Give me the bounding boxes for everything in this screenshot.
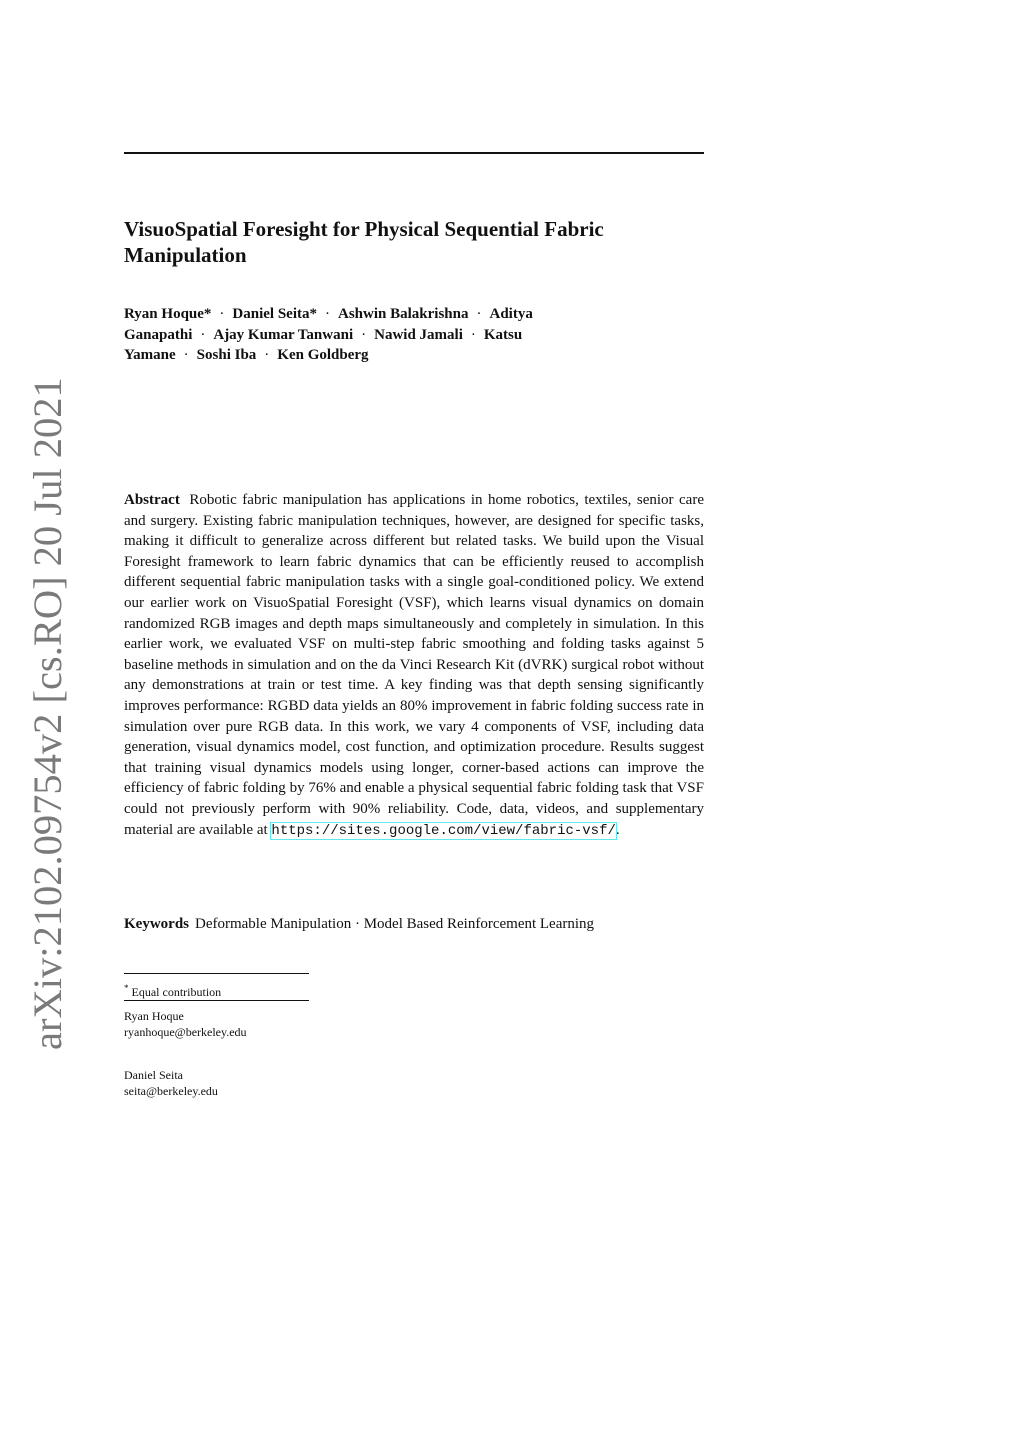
arxiv-watermark: arXiv:2102.09754v2 [cs.RO] 20 Jul 2021 — [25, 377, 70, 1050]
abstract-end: . — [615, 821, 620, 838]
top-rule — [124, 152, 704, 154]
abstract-label: Abstract — [124, 492, 180, 508]
abstract-text: Robotic fabric manipulation has applications in home robotics, textiles, senior care and surgery. Existing fabric manipulation techniques, however, are designed for specific tasks, making it difficult to generalize across different but related tasks. We build upon the Visual Foresight framework to learn fabric dynamics that can be efficiently reused to accomplish different sequential fabric manipulation tasks with a single goal-conditioned policy. We extend our earlier work on VisuoSpatial Foresight (VSF), which learns visual dynamics on domain randomized RGB images and depth maps simultaneously and completely in simulation. In this earlier work, we evaluated VSF on multi-step fabric smoothing and folding tasks against 5 baseline methods in simulation and on the da Vinci Research Kit (dVRK) surgical robot without any demonstrations at train or test time. A key finding was that depth sensing significantly improves performance: RGBD data yields an 80% improvement in fabric folding success rate in simulation over pure RGB data. In this work, we vary 4 components of VSF, including data generation, visual dynamics model, cost function, and optimization procedure. Results suggest that training visual dynamics models using longer, corner-based actions can improve the efficiency of fabric folding by 76% and enable a physical sequential fabric folding task that VSF could not previously perform with 90% reliability. Code, data, videos, and supplementary material are available at — [124, 492, 704, 838]
contact-email[interactable]: seita@berkeley.edu — [124, 1084, 218, 1098]
author: Ken Goldberg — [277, 347, 369, 364]
keywords-text: Deformable Manipulation · Model Based Reinforcement Learning — [195, 916, 595, 932]
contact-block — [124, 1008, 247, 1040]
keywords — [124, 914, 704, 934]
contact-name: Daniel Seita — [124, 1068, 183, 1082]
author-separator: · — [476, 306, 482, 322]
author: Katsu Yamane — [124, 326, 523, 364]
abstract — [124, 490, 704, 841]
author-separator: · — [361, 326, 367, 343]
author: Daniel Seita* — [232, 306, 318, 322]
footnote-text: Equal contribution — [131, 985, 222, 999]
author: Ryan Hoque* — [124, 306, 212, 322]
author-separator: · — [183, 347, 189, 364]
author: Nawid Jamali — [374, 326, 463, 343]
author-separator: · — [264, 347, 270, 364]
author-separator: · — [470, 326, 476, 343]
contact-email[interactable]: ryanhoque@berkeley.edu — [124, 1025, 247, 1039]
footnote-rule — [124, 1000, 309, 1001]
author: Aditya Ganapathi — [124, 306, 533, 343]
author-separator: · — [200, 326, 206, 343]
keywords-label: Keywords — [124, 916, 189, 932]
author-separator: · — [219, 306, 225, 322]
footnote-marker: * — [124, 983, 129, 993]
contact-block — [124, 1067, 218, 1099]
paper-title: VisuoSpatial Foresight for Physical Sequential Fabric Manipulation — [124, 217, 604, 267]
author: Ajay Kumar Tanwani — [213, 326, 354, 343]
footnote-rule — [124, 973, 309, 974]
project-url-link[interactable]: https://sites.google.com/view/fabric-vsf/ — [271, 822, 616, 839]
footnote — [124, 980, 221, 1000]
author: Ashwin Balakrishna — [338, 306, 469, 322]
author: Soshi Iba — [196, 347, 257, 364]
author-separator: · — [325, 306, 331, 322]
contact-name: Ryan Hoque — [124, 1009, 184, 1023]
author-list — [124, 304, 544, 366]
